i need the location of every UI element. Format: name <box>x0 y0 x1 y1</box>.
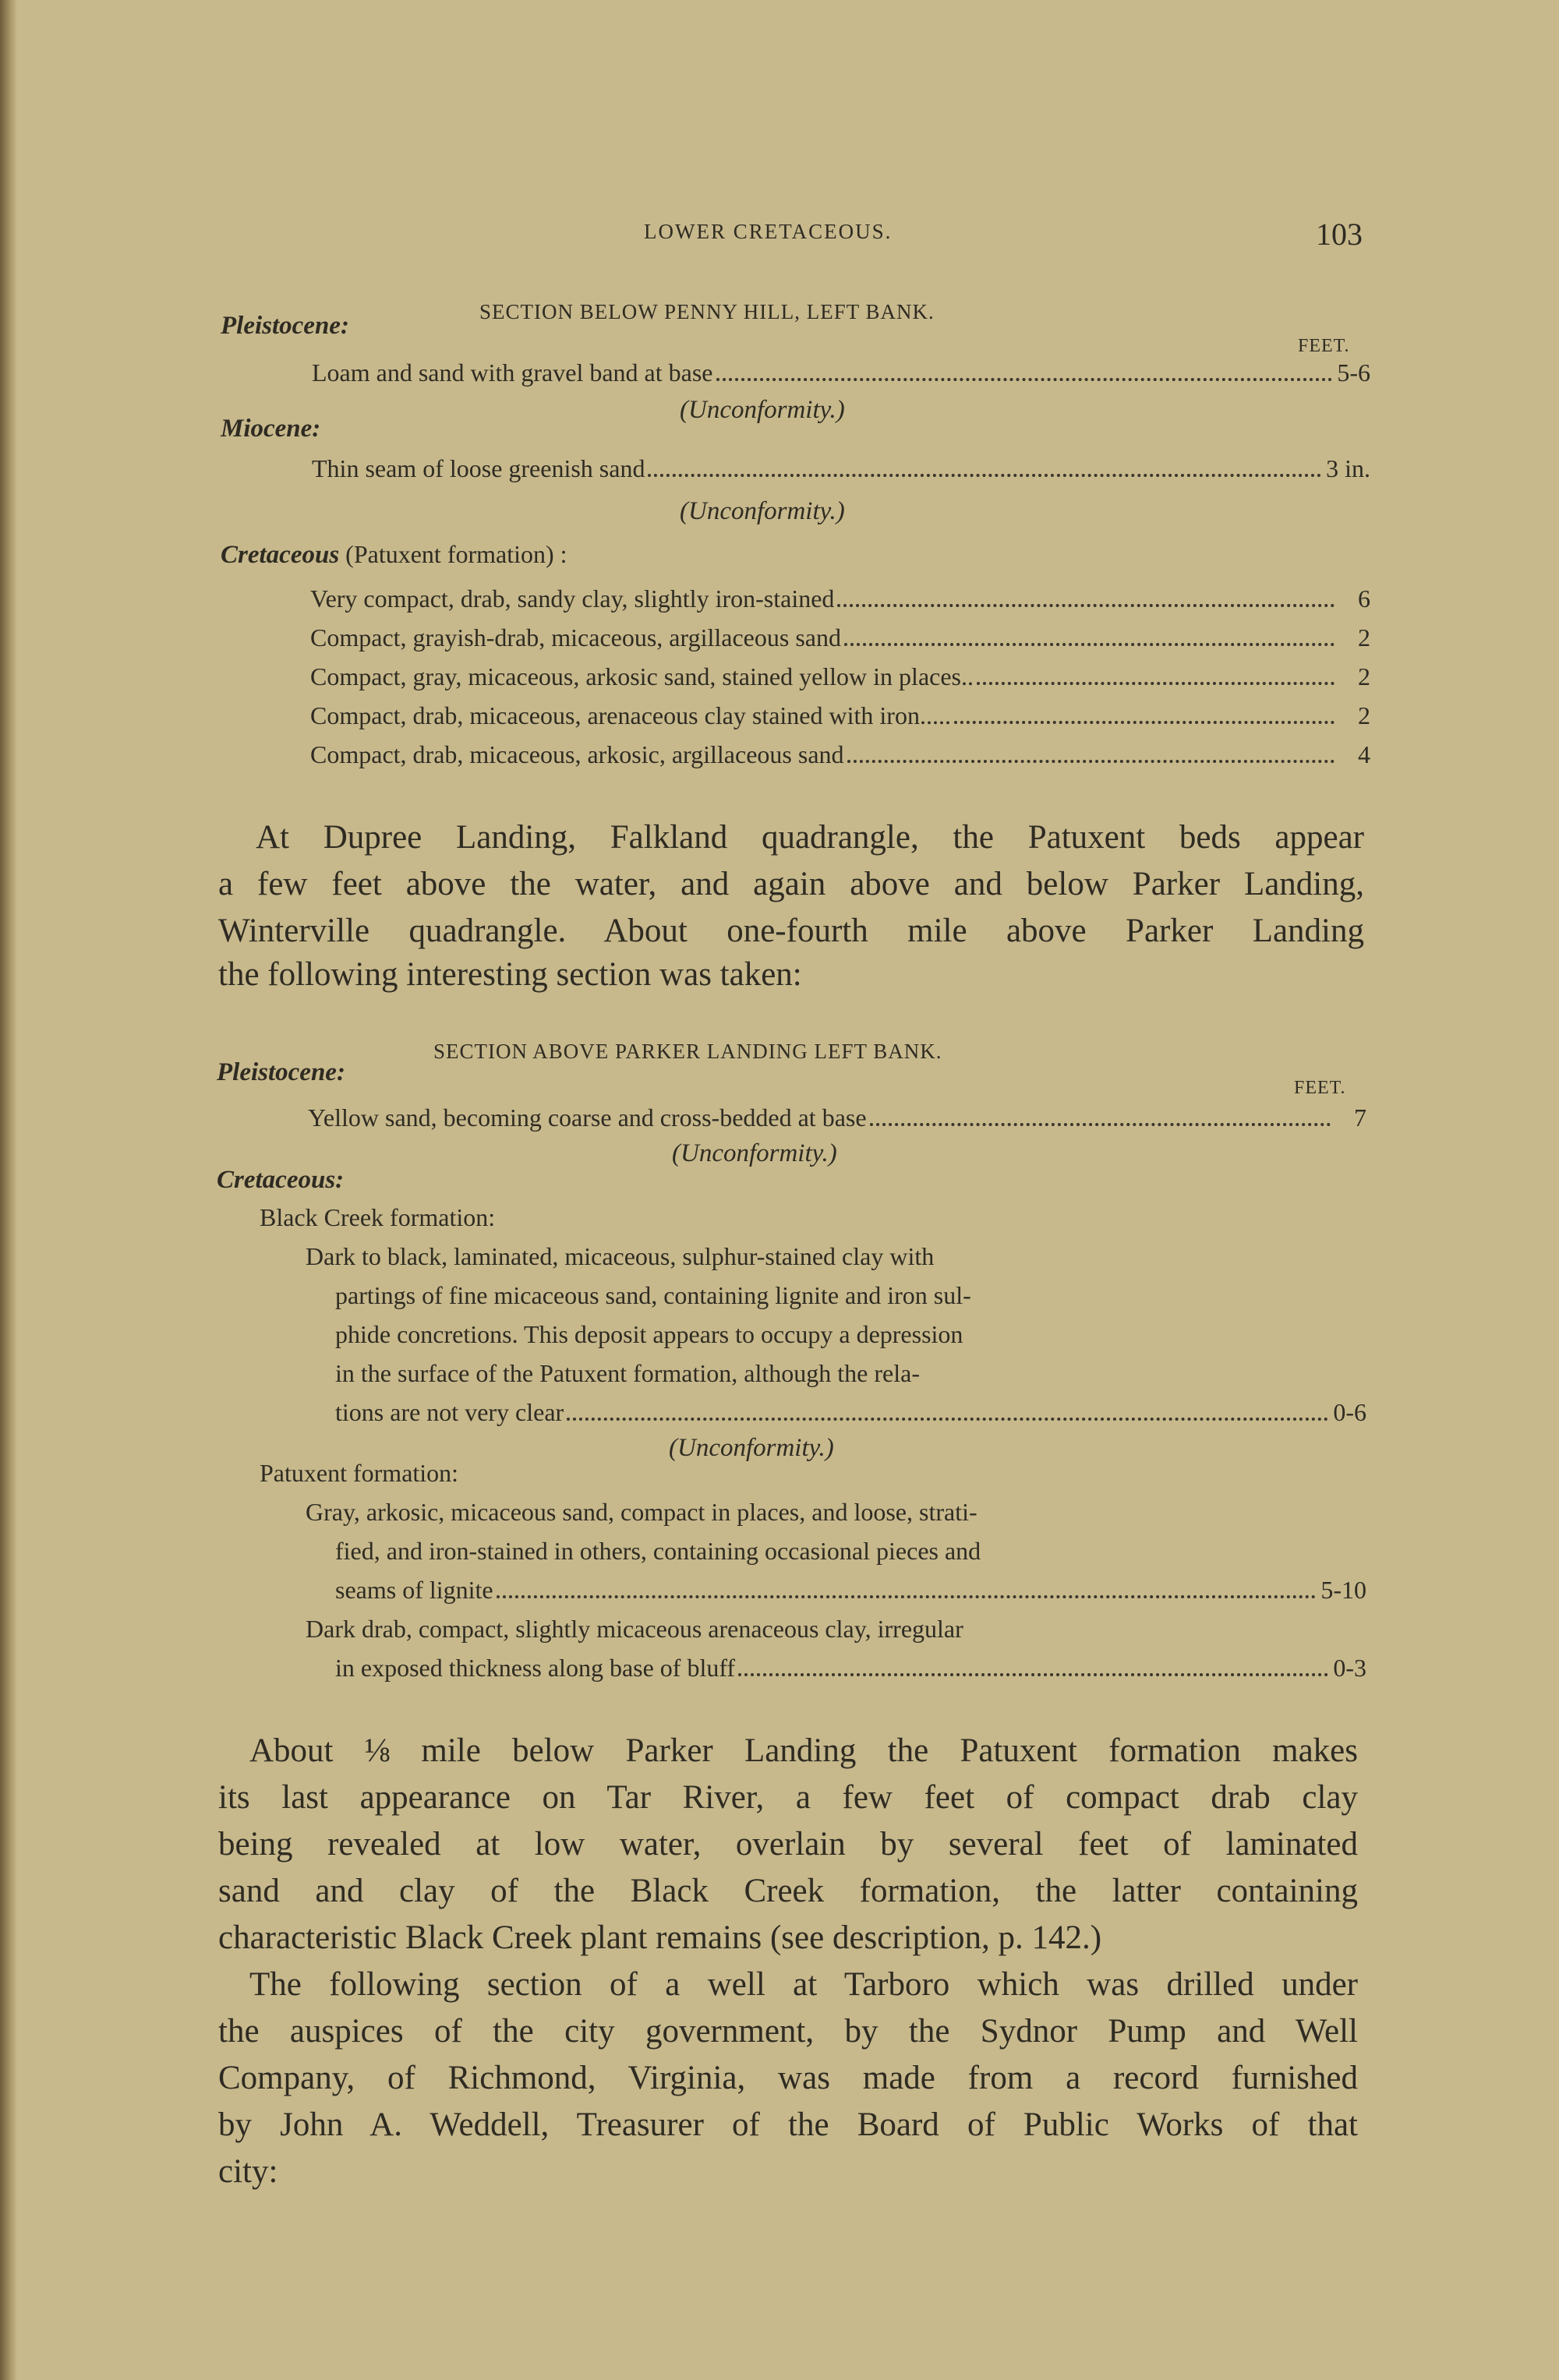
feet-header: FEET. <box>1294 1078 1346 1098</box>
section-row <box>310 740 1370 769</box>
paragraph-line: the auspices of the city government, by the Sydnor Pump and Well <box>218 2013 1358 2050</box>
dot-leader <box>567 1418 1328 1421</box>
section-row <box>310 623 1370 652</box>
section-row <box>312 454 1370 483</box>
section-row <box>310 662 1370 691</box>
row-description: Dark drab, compact, slightly micaceous arenaceous clay, irregular <box>306 1615 963 1643</box>
section-row <box>335 1654 1366 1683</box>
page-binding-edge <box>0 0 17 2380</box>
row-description: phide concretions. This deposit appears to occupy a depression <box>335 1320 963 1348</box>
section-title: SECTION BELOW PENNY HILL, LEFT BANK. <box>479 300 935 323</box>
row-value: 5-6 <box>1337 358 1370 387</box>
section-row <box>310 584 1370 613</box>
row-value: 2 <box>1358 662 1370 690</box>
section-row <box>312 358 1370 387</box>
formation-label: Patuxent formation: <box>260 1459 459 1487</box>
paragraph-line: sand and clay of the Black Creek formation, the latter containing <box>218 1873 1358 1909</box>
paragraph-line: characteristic Black Creek plant remains (see description, p. 142.) <box>218 1919 1102 1956</box>
row-description: fied, and iron-stained in others, containing occasional pieces and <box>335 1537 981 1565</box>
row-description: Thin seam of loose greenish sand <box>312 454 645 482</box>
page-number: 103 <box>1316 217 1363 252</box>
epoch-label: Miocene: <box>221 415 321 443</box>
paragraph-line: city: <box>218 2153 278 2190</box>
running-title: LOWER CRETACEOUS. <box>644 220 893 243</box>
row-value: 0-6 <box>1333 1398 1366 1426</box>
dot-leader <box>954 721 1335 724</box>
row-value: 4 <box>1358 740 1370 768</box>
paragraph-line: by John A. Weddell, Treasurer of the Board of Public Works of that <box>218 2106 1358 2143</box>
dot-leader <box>847 760 1335 763</box>
row-description: seams of lignite <box>335 1576 493 1604</box>
dot-leader <box>738 1673 1328 1676</box>
paragraph-line: a few feet above the water, and again above and below Parker Landing, <box>218 866 1364 902</box>
row-description: Compact, drab, micaceous, arkosic, argillaceous sand <box>310 740 844 768</box>
row-value: 6 <box>1358 584 1370 613</box>
paragraph-line: At Dupree Landing, Falkland quadrangle, the Patuxent beds appear <box>256 819 1364 856</box>
section-row <box>308 1103 1366 1132</box>
row-description: Compact, gray, micaceous, arkosic sand, stained yellow in places.. <box>310 662 974 690</box>
dot-leader <box>497 1595 1317 1598</box>
row-description: Yellow sand, becoming coarse and cross-bedded at base <box>308 1103 867 1132</box>
paragraph-line: Winterville quadrangle. About one-fourth mile above Parker Landing <box>218 913 1364 949</box>
paragraph-line: About ⅛ mile below Parker Landing the Patuxent formation makes <box>249 1732 1358 1769</box>
row-description: partings of fine micaceous sand, containing lignite and iron sul- <box>335 1281 971 1309</box>
row-value: 5-10 <box>1320 1576 1366 1604</box>
paragraph-line: the following interesting section was taken: <box>218 956 802 993</box>
row-description: tions are not very clear <box>335 1398 564 1426</box>
row-value: 2 <box>1358 623 1370 651</box>
epoch-label: Pleistocene: <box>217 1058 345 1086</box>
dot-leader <box>844 643 1335 646</box>
unconformity-label: (Unconformity.) <box>669 1434 834 1462</box>
dot-leader <box>837 604 1335 607</box>
paragraph-line: being revealed at low water, overlain by several feet of laminated <box>218 1826 1358 1863</box>
dot-leader <box>977 682 1335 685</box>
row-value: 2 <box>1358 701 1370 729</box>
formation-label: (Patuxent formation) : <box>339 540 567 568</box>
row-description: in exposed thickness along base of bluff <box>335 1654 736 1682</box>
row-description: Loam and sand with gravel band at base <box>312 358 713 387</box>
paragraph-line: Company, of Richmond, Virginia, was made from a record furnished <box>218 2060 1358 2096</box>
section-title: SECTION ABOVE PARKER LANDING LEFT BANK. <box>433 1040 942 1063</box>
row-value: 0-3 <box>1333 1654 1366 1682</box>
epoch-label: Cretaceous: <box>217 1166 345 1194</box>
unconformity-label: (Unconformity.) <box>672 1139 837 1167</box>
row-description: Compact, drab, micaceous, arenaceous clay stained with iron..... <box>310 701 951 729</box>
row-description: Compact, grayish-drab, micaceous, argillaceous sand <box>310 623 841 651</box>
unconformity-label: (Unconformity.) <box>680 396 845 424</box>
epoch-label: Cretaceous <box>221 541 340 569</box>
section-row <box>310 701 1370 730</box>
row-description: Dark to black, laminated, micaceous, sulphur-stained clay with <box>306 1242 935 1270</box>
row-description: in the surface of the Patuxent formation, although the rela- <box>335 1359 920 1387</box>
row-description: Very compact, drab, sandy clay, slightly iron-stained <box>310 584 835 613</box>
row-description: Gray, arkosic, micaceous sand, compact in places, and loose, strati- <box>306 1498 977 1526</box>
dot-leader <box>716 378 1333 381</box>
paragraph-line: its last appearance on Tar River, a few feet of compact drab clay <box>218 1779 1358 1816</box>
row-value: 3 in. <box>1326 454 1370 482</box>
row-value: 7 <box>1354 1103 1366 1132</box>
feet-header: FEET. <box>1298 336 1350 356</box>
formation-label: Black Creek formation: <box>260 1203 496 1231</box>
dot-leader <box>870 1123 1331 1126</box>
section-row <box>335 1398 1366 1427</box>
dot-leader <box>648 474 1321 477</box>
epoch-label: Pleistocene: <box>221 312 349 340</box>
section-row <box>335 1576 1366 1605</box>
paragraph-line: The following section of a well at Tarboro which was drilled under <box>249 1966 1358 2003</box>
formation-heading <box>221 540 567 570</box>
unconformity-label: (Unconformity.) <box>680 497 845 525</box>
